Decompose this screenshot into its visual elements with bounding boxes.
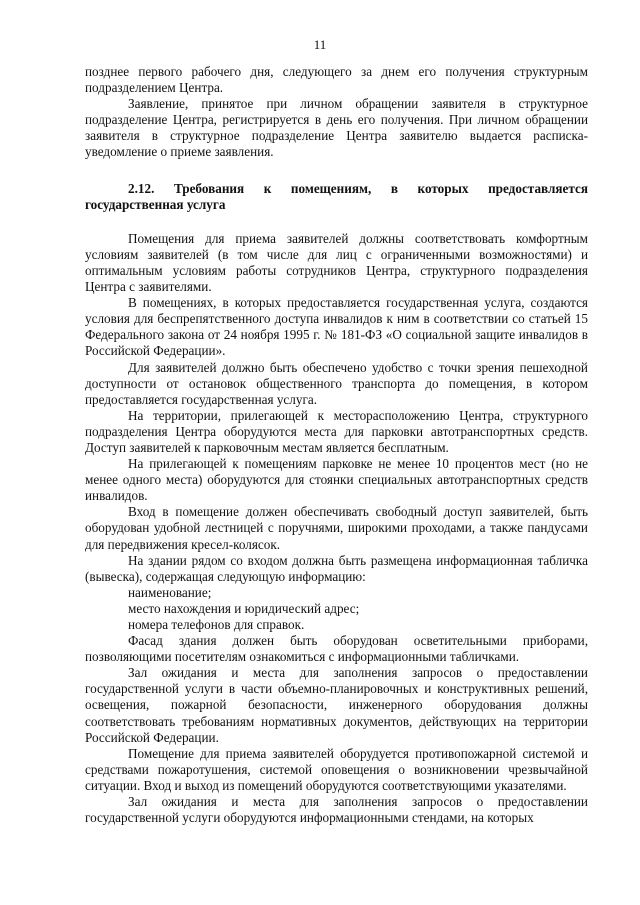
page-body — [85, 64, 588, 826]
paragraph-facade-lighting: Фасад здания должен быть оборудован осветительными приборами, позволяющими посетителям ознакомиться с информационными табличками. — [85, 633, 588, 665]
paragraph-disabled-access: В помещениях, в которых предоставляется государственная услуга, создаются условия для беспрепятственного доступа инвалидов к ним в соответствии со статьей 15 Федерального закона от 24 ноября 1995 г. № 181-ФЗ «О социальной защите инвалидов в Российской Федерации». — [85, 295, 588, 359]
list-item-address: место нахождения и юридический адрес; — [128, 600, 360, 616]
list-item-name: наименование; — [128, 584, 212, 600]
section-heading-2-12: 2.12. Требования к помещениям, в которых предоставляется государственная услуга — [85, 180, 588, 212]
paragraph-info-stands: Зал ожидания и места для заполнения запросов о предоставлении государственной услуги оборудуются информационными стендами, на которых — [85, 794, 588, 826]
paragraph-waiting-hall: Зал ожидания и места для заполнения запросов о предоставлении государственной услуги в части объемно-планировочных и конструктивных решений, освещения, пожарной безопасности, инженерного оборудования должны соответствовать требованиям нормативных документов, действующих на территории Российской Федерации. — [85, 665, 588, 745]
paragraph-premises-comfort: Помещения для приема заявителей должны соответствовать комфортным условиям заявителей (в том числе для лиц с ограниченными возможностями) и оптимальным условиям работы сотрудников Центра, структурного подразделения Центра с заявителями. — [85, 230, 588, 295]
paragraph-disabled-parking: На прилегающей к помещениям парковке не менее 10 процентов мест (но не менее одного места) оборудуются для стоянки специальных автотранспортных средств инвалидов. — [85, 456, 588, 504]
paragraph-fire-safety: Помещение для приема заявителей оборудуется противопожарной системой и средствами пожаротушения, системой оповещения о возникновении чрезвычайной ситуации. Вход и выход из помещений оборудуются соответствующими указателями. — [85, 745, 588, 793]
page-number: 11 — [313, 37, 327, 52]
list-item-phones: номера телефонов для справок. — [128, 617, 305, 632]
paragraph-pedestrian-access: Для заявителей должно быть обеспечено удобство с точки зрения пешеходной доступности от остановок общественного транспорта до помещения, в котором предоставляется государственная услуга. — [85, 359, 588, 407]
paragraph-entrance: Вход в помещение должен обеспечивать свободный доступ заявителей, быть оборудован удобной лестницей с поручнями, широкими проходами, а также пандусами для передвижения кресел-колясок. — [85, 504, 588, 552]
paragraph-parking: На территории, прилегающей к месторасположению Центра, структурного подразделения Центра оборудуются места для парковки автотранспортных средств. Доступ заявителей к парковочным местам является бесплатным. — [85, 407, 588, 455]
paragraph-continuation: позднее первого рабочего дня, следующего за днем его получения структурным подразделением Центра. — [85, 64, 588, 96]
paragraph-application-registration: Заявление, принятое при личном обращении заявителя в структурное подразделение Центра, регистрируется в день его получения. При личном обращении заявителя в структурное подразделение Центра заявителю выдается расписка-уведомление о приеме заявления. — [85, 96, 588, 160]
paragraph-signboard: На здании рядом со входом должна быть размещена информационная табличка (вывеска), содержащая следующую информацию: — [85, 552, 588, 584]
